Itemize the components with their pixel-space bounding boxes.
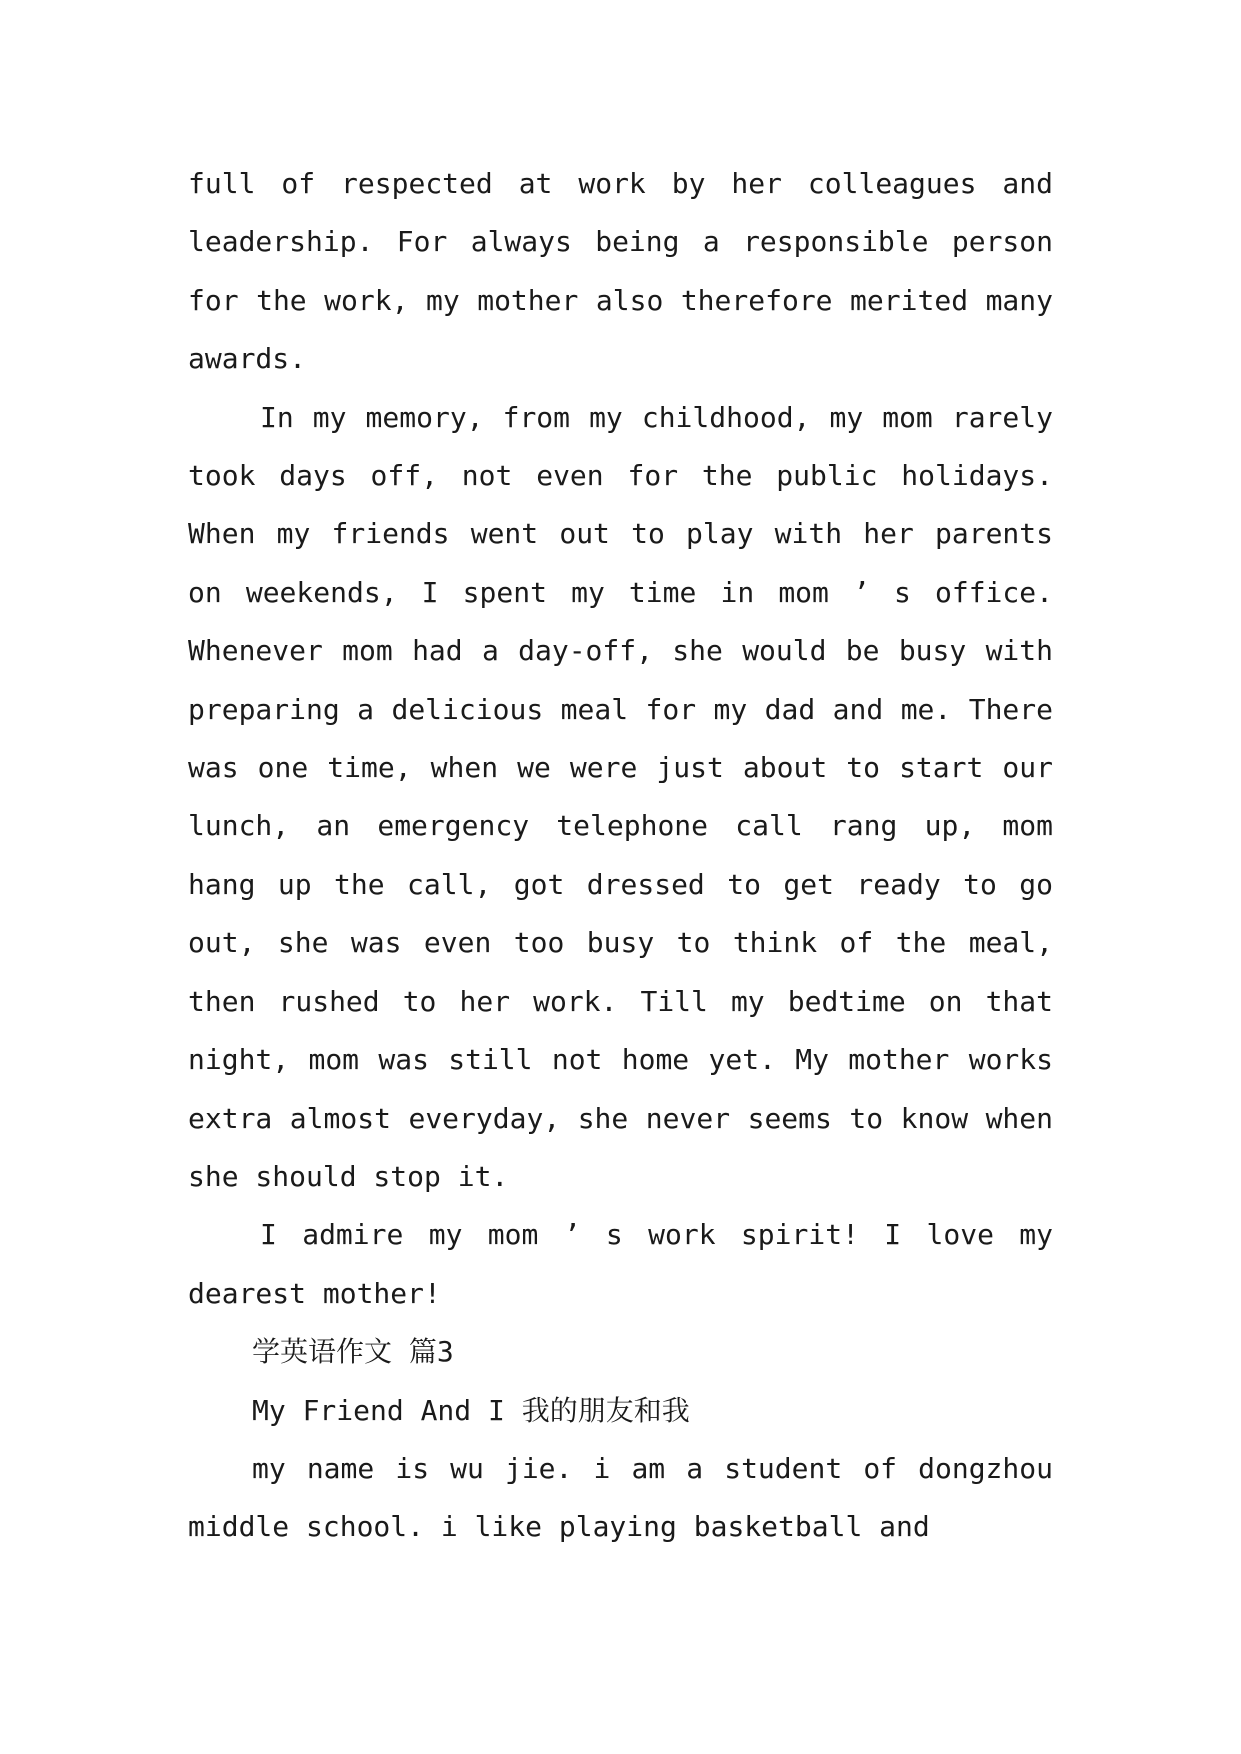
document-page (188, 155, 1053, 1557)
paragraph-my-name: my name is wu jie. i am a student of dongzhou middle school. i like playing basketball and (188, 1451, 1053, 1544)
essay-title: My Friend And I 我的朋友和我 (252, 1393, 690, 1427)
paragraph-respected-at-work: full of respected at work by her colleagues and leadership. For always being a responsible person for the work, my mother also therefore merited many awards. (188, 167, 1053, 376)
paragraph-admire-mom: I admire my mom ’ s work spirit! I love my dearest mother! (188, 1218, 1053, 1310)
paragraph-mom-memory: In my memory, from my childhood, my mom rarely took days off, not even for the public holidays. When my friends went out to play with her parents on weekends, I spent my time in mom ’ s office. Whenever mom had a day-off, she would be busy with preparing a delicious meal for my dad and me. There was one time, when we were just about to start our lunch, an emergency telephone call rang up, mom hang up the call, got dressed to get ready to go out, she was even too busy to think of the meal, then rushed to her work. Till my bedtime on that night, mom was still not home yet. My mother works extra almost everyday, she never seems to know when she should stop it. (188, 400, 1053, 1193)
section-heading: 学英语作文 篇3 (252, 1335, 454, 1369)
